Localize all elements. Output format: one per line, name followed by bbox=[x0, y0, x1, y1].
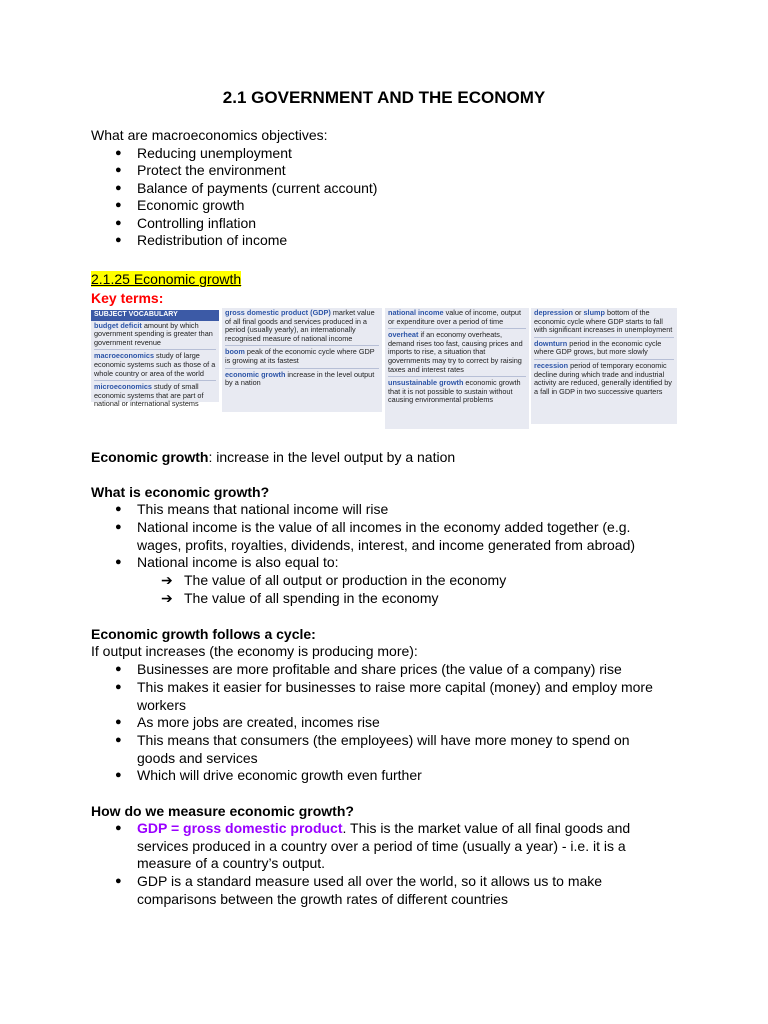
what-is-heading: What is economic growth? bbox=[91, 484, 270, 500]
bullet-icon: ● bbox=[115, 734, 122, 746]
definition: Economic growth: increase in the level output by a nation bbox=[91, 449, 456, 465]
vocab-column-1 bbox=[91, 310, 219, 409]
bullet-icon: ● bbox=[115, 503, 122, 515]
vocab-entry: gross domestic product (GDP) market value of all final goods and services produced in a period (usually yearly), an internationally recognised measure of national income bbox=[225, 308, 375, 343]
arrow-icon: ➔ bbox=[161, 590, 173, 606]
bullet-icon: ● bbox=[115, 164, 122, 176]
vocab-entry: national income value of income, output or expenditure over a period of time bbox=[388, 308, 522, 326]
list-item: ● Balance of payments (current account) bbox=[115, 180, 378, 196]
bullet-icon: ● bbox=[115, 769, 122, 781]
list-item: ● As more jobs are created, incomes rise bbox=[115, 714, 380, 730]
vocab-entry: downturn period in the economic cycle where GDP grows, but more slowly bbox=[534, 338, 662, 357]
list-item: ● Reducing unemployment bbox=[115, 145, 292, 161]
key-terms-label: Key terms: bbox=[91, 290, 164, 306]
vocab-column-4 bbox=[531, 308, 677, 424]
list-item: ● This means that national income will rise bbox=[115, 501, 389, 517]
list-item: ● GDP is a standard measure used all over the world, so it allows us to make comparisons between the growth rates of different countries bbox=[115, 873, 603, 907]
vocab-entry: macroeconomics study of large economic systems such as those of a whole country or area of the world bbox=[94, 351, 216, 378]
list-item: ● Protect the environment bbox=[115, 162, 286, 178]
bullet-icon: ● bbox=[115, 556, 122, 568]
vocab-entry: recession period of temporary economic decline during which trade and industrial activity are reduced, generally identified by a fall in GDP in two successive quarters bbox=[534, 360, 672, 396]
vocab-entry: unsustainable growth economic growth that it is not possible to sustain without causing environmental problems bbox=[388, 378, 521, 405]
bullet-icon: ● bbox=[115, 147, 122, 159]
list-item: ● Businesses are more profitable and share prices (the value of a company) rise bbox=[115, 661, 622, 677]
list-item: ● Economic growth bbox=[115, 197, 245, 213]
measure-heading: How do we measure economic growth? bbox=[91, 803, 354, 819]
bullet-icon: ● bbox=[115, 182, 122, 194]
bullet-icon: ● bbox=[115, 217, 122, 229]
bullet-icon: ● bbox=[115, 521, 122, 533]
sub-list-item: ➔ The value of all spending in the economy bbox=[161, 590, 439, 606]
cycle-intro: If output increases (the economy is producing more): bbox=[91, 643, 418, 659]
bullet-icon: ● bbox=[115, 716, 122, 728]
bullet-icon: ● bbox=[115, 663, 122, 675]
vocabulary-panel bbox=[91, 308, 677, 430]
objectives-question: What are macroeconomics objectives: bbox=[91, 127, 328, 143]
vocab-header: SUBJECT VOCABULARY bbox=[91, 310, 219, 321]
page-title: 2.1 GOVERNMENT AND THE ECONOMY bbox=[222, 88, 546, 107]
list-item: ● This means that consumers (the employees) will have more money to spend on goods and services bbox=[115, 732, 630, 766]
list-item: ● This makes it easier for businesses to raise more capital (money) and employ more workers bbox=[115, 679, 653, 713]
vocab-entry: economic growth increase in the level output by a nation bbox=[225, 369, 375, 388]
list-item: ● National income is also equal to: bbox=[115, 554, 339, 570]
list-item: ● GDP = gross domestic product. This is the market value of all final goods and services produced in a country over a period of time (usually a year) - i.e. it is a measure of a country’s output. bbox=[115, 820, 631, 871]
vocab-entry: budget deficit amount by which government spending is greater than government revenue bbox=[94, 320, 213, 347]
section-heading: 2.1.25 Economic growth bbox=[91, 271, 242, 287]
list-item: ● National income is the value of all incomes in the economy added together (e.g. wages, profits, royalties, dividends, interest, and income generated from abroad) bbox=[115, 519, 636, 553]
vocab-entry: overheat if an economy overheats, demand rises too fast, causing prices and imports to rise, a situation that governments may try to correct by raising taxes and interest rates bbox=[388, 330, 523, 374]
vocab-entry: depression or slump bottom of the economic cycle where GDP starts to fall with significant increases in unemployment bbox=[534, 308, 673, 335]
sub-list-item: ➔ The value of all output or production in the economy bbox=[161, 572, 507, 588]
list-item: ● Which will drive economic growth even further bbox=[115, 767, 422, 783]
arrow-icon: ➔ bbox=[161, 572, 173, 588]
bullet-icon: ● bbox=[115, 875, 122, 887]
vocab-entry: boom peak of the economic cycle where GDP is growing at its fastest bbox=[225, 347, 375, 365]
list-item: ● Controlling inflation bbox=[115, 215, 257, 231]
bullet-icon: ● bbox=[115, 822, 122, 834]
gdp-label: GDP = gross domestic product bbox=[137, 820, 343, 836]
list-item: ● Redistribution of income bbox=[115, 232, 288, 248]
bullet-icon: ● bbox=[115, 681, 122, 693]
vocab-column-2 bbox=[222, 308, 382, 412]
bullet-icon: ● bbox=[115, 234, 122, 246]
cycle-heading: Economic growth follows a cycle: bbox=[91, 626, 316, 642]
bullet-icon: ● bbox=[115, 199, 122, 211]
vocab-column-3 bbox=[385, 308, 529, 429]
vocab-entry: microeconomics study of small economic systems that are part of national or international systems bbox=[94, 382, 204, 409]
